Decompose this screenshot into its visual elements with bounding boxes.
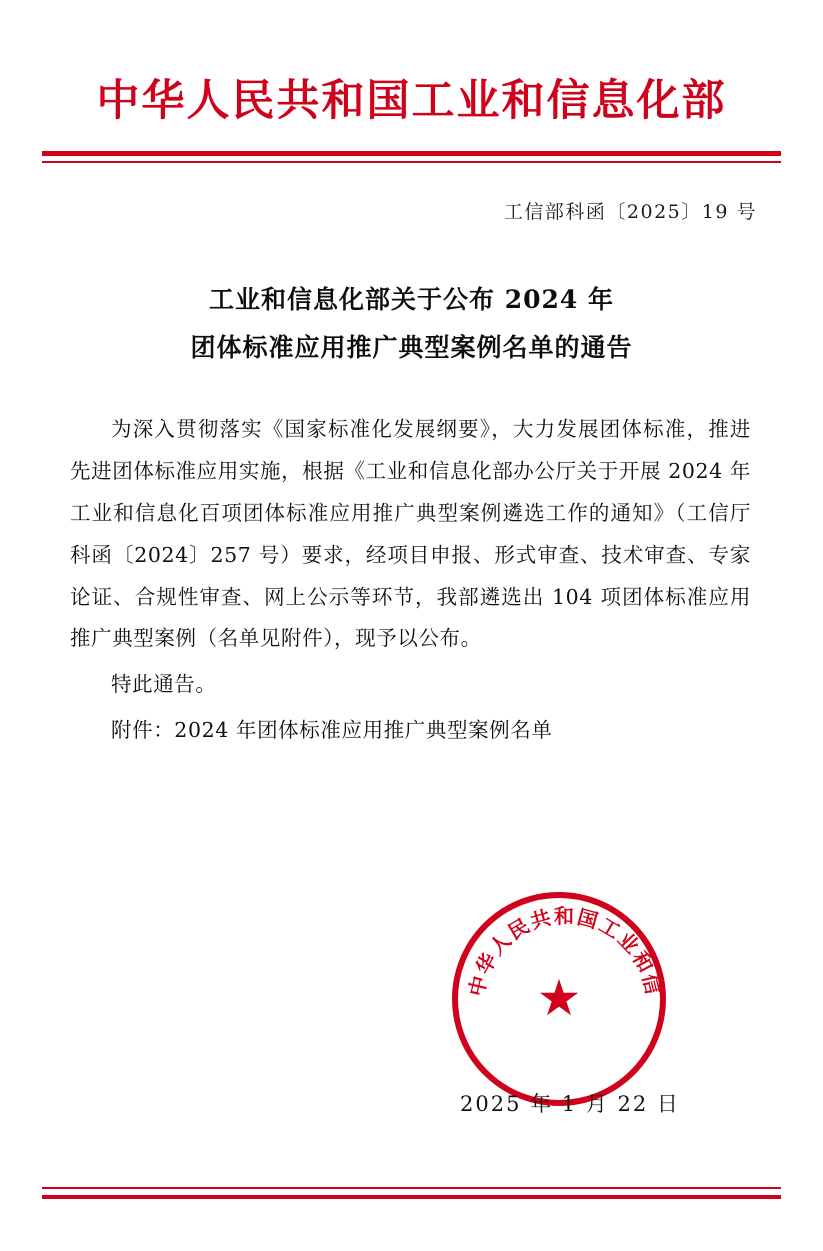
official-seal-icon bbox=[452, 892, 666, 1106]
signature-block bbox=[452, 892, 702, 1142]
signature-date: 2025 年 1 月 22 日 bbox=[460, 1092, 680, 1116]
document-number: 工信部科函〔2025〕19 号 bbox=[503, 201, 757, 224]
header-rule-thick bbox=[42, 151, 781, 156]
letterhead bbox=[0, 0, 823, 125]
body-paragraph-2: 特此通告。 bbox=[111, 672, 217, 697]
footer-divider bbox=[42, 1187, 781, 1199]
footer-rule-thick bbox=[42, 1195, 781, 1199]
attachment-line: 附件：2024 年团体标准应用推广典型案例名单 bbox=[111, 717, 553, 742]
letterhead-title: 中华人民共和国工业和信息化部 bbox=[96, 76, 727, 126]
header-rule-thin bbox=[42, 161, 781, 163]
page-title-line-2: 团体标准应用推广典型案例名单的通告 bbox=[190, 332, 633, 362]
footer-rule-thin bbox=[42, 1187, 781, 1189]
body-paragraph-1: 为深入贯彻落实《国家标准化发展纲要》，大力发展团体标准，推进先进团体标准应用实施，根据《工业和信息化部办公厅关于开展 2024 年工业和信息化百项团体标准应用推广典型案例遴选工作的通知》（工信厅科函〔2024〕257 号）要求，经项目申报、形式审查、技术审查、专家论证、合规性审查、网上公示等环节，我部遴选出 104 项团体标准应用推广典型案例（名单见附件），现予以公布。 bbox=[70, 417, 751, 651]
page-title-line-1: 工业和信息化部关于公布 2024 年 bbox=[209, 285, 614, 315]
document-body bbox=[0, 409, 823, 752]
header-divider bbox=[0, 151, 823, 163]
seal-star-icon: ★ bbox=[536, 969, 582, 1027]
seal-arc-top-text: 中华人民共和国工业和信 bbox=[464, 904, 666, 999]
page-title bbox=[0, 276, 823, 371]
